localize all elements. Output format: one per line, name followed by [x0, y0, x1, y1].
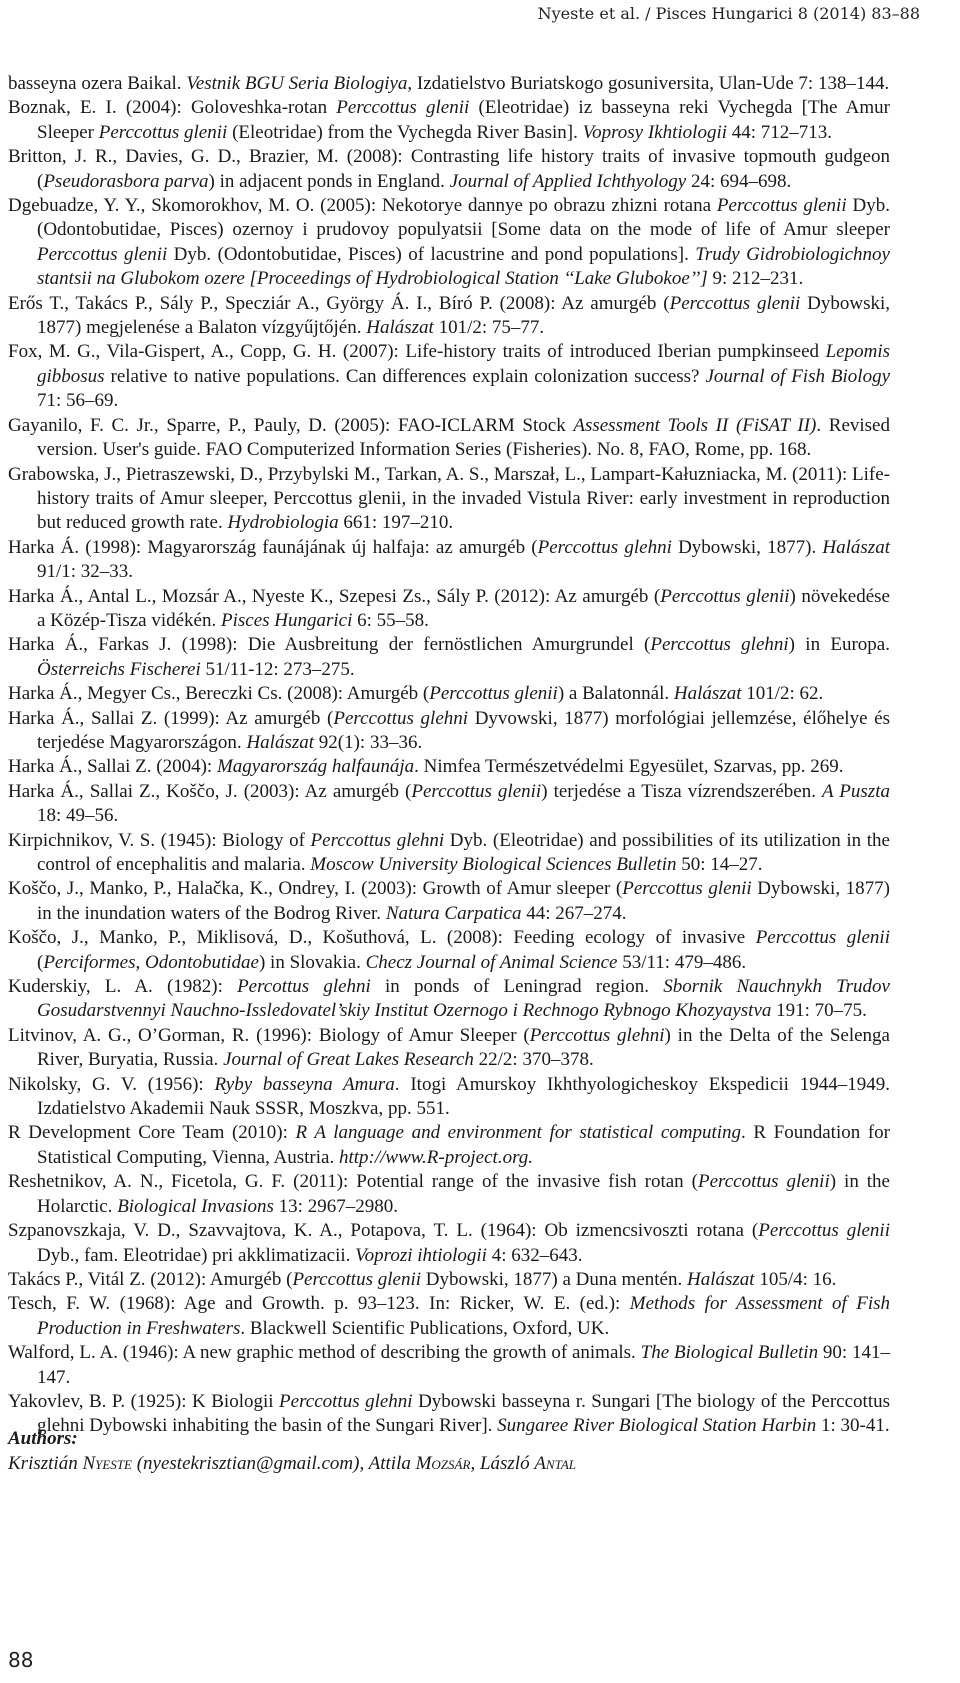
reference-text: 191: 70–75.: [771, 1000, 867, 1022]
reference-italic-text: Perccottus glehni: [333, 707, 469, 729]
reference-entry: [8, 1268, 890, 1292]
reference-italic-text: Journal of Great Lakes Research: [223, 1049, 474, 1071]
reference-text: Yakovlev, B. P. (1925): K Biologii: [8, 1390, 280, 1412]
reference-italic-text: Pseudorasbora parva: [43, 170, 209, 192]
reference-text: Dybowski basseyna r. Sungari [The biology of the Perccottus glehni Dybowski inhabiting the basin of the Sungari River].: [37, 1390, 891, 1437]
reference-italic-text: Voprozi ihtiologii: [355, 1244, 487, 1266]
reference-entry: [8, 1292, 890, 1341]
reference-italic-text: Natura Carpatica: [385, 902, 522, 924]
reference-text: (Eleotridae) from the Vychegda River Basin].: [227, 121, 583, 143]
reference-entry: [8, 1341, 890, 1390]
reference-italic-text: Sbornik Nauchnykh Trudov Gosudarstvennyi Nauchno-Issledovatel’skiy Institut Ozernogo i Rechnogo Rybnogo Khozyaystva: [37, 976, 890, 1022]
reference-italic-text: R A language and environment for statistical computing: [295, 1122, 742, 1144]
reference-text: Dyvowski, 1877) morfológiai jellemzése, élőhelye és terjedése Magyarországon.: [37, 707, 890, 753]
reference-text: . Blackwell Scientific Publications, Oxford, UK.: [240, 1317, 610, 1339]
reference-text: Dybowski, 1877) megjelenése a Balaton vízgyűjtőjén.: [37, 292, 890, 339]
reference-italic-text: Hydrobiologia: [227, 512, 339, 534]
reference-entry: [8, 755, 890, 779]
reference-text: 53/11: 479–486.: [617, 951, 747, 973]
reference-text: 50: 14–27.: [676, 854, 763, 875]
reference-text: Boznak, E. I. (2004): Goloveshka-rotan: [8, 97, 337, 119]
reference-text: (: [37, 951, 44, 973]
reference-italic-text: Perccottus glenii: [660, 585, 790, 607]
reference-text: Fox, M. G., Vila-Gispert, A., Copp, G. H. (2007): Life-history traits of introduced Iberian pumpkinseed: [8, 341, 826, 363]
reference-entry: [8, 707, 890, 756]
reference-italic-text: A Puszta: [822, 780, 890, 802]
reference-text: 91/1: 32–33.: [37, 561, 134, 583]
reference-text: Britton, J. R., Davies, G. D., Brazier, M. (2008): Contrasting life history traits of invasive topmouth gudgeon (: [8, 146, 890, 192]
reference-italic-text: http://www.R-project.org.: [338, 1146, 534, 1168]
reference-text: 101/2: 62.: [741, 683, 824, 705]
reference-italic-text: Journal of Fish Biology: [705, 365, 891, 387]
author-extra: ,: [470, 1453, 480, 1474]
reference-italic-text: Trudy Gidrobiologichnoy stantsii na Glubokom ozere [Proceedings of Hydrobiological Station ‘‘Lake Glubokoe’’]: [37, 243, 890, 290]
reference-text: 13: 2967–2980.: [273, 1195, 398, 1217]
reference-text: 105/4: 16.: [754, 1268, 837, 1290]
reference-entry: [8, 1073, 890, 1122]
reference-entry: [8, 975, 890, 1024]
reference-text: 661: 197–210.: [338, 512, 454, 534]
reference-text: 9: 212–231.: [707, 268, 804, 290]
reference-italic-text: Perccottus glehni: [537, 536, 672, 558]
reference-text: Dyb. (Odontobutidae, Pisces) ozernoy i prudovoy populyatsii [Some data on the mode of life of Amur sleeper: [37, 195, 890, 241]
reference-italic-text: Perccottus glenii: [669, 292, 801, 314]
reference-text: Harka Á. (1998): Magyarország faunájának új halfaja: az amurgéb (: [8, 536, 538, 558]
reference-italic-text: Perccottus glehni: [279, 1390, 413, 1412]
reference-text: ) növekedése a Közép-Tisza vidékén.: [37, 585, 890, 631]
reference-text: Reshetnikov, A. N., Ficetola, G. F. (2011): Potential range of the invasive fish rotan (: [8, 1171, 698, 1193]
reference-italic-text: Perccottus glenii: [758, 1220, 890, 1242]
reference-italic-text: Moscow University Biological Sciences Bulletin: [310, 854, 677, 875]
reference-entry: [8, 72, 890, 96]
reference-entry: [8, 1390, 890, 1439]
reference-entry: [8, 1121, 890, 1170]
reference-entry: [8, 633, 890, 682]
reference-italic-text: Perciformes, Odontobutidae: [43, 951, 259, 973]
reference-text: Harka Á., Farkas J. (1998): Die Ausbreitung der fernöstlichen Amurgrundel (: [8, 634, 651, 656]
reference-text: Dgebuadze, Y. Y., Skomorokhov, M. O. (2005): Nekotorye dannye po obrazu zhizni rotana: [8, 195, 717, 217]
reference-italic-text: Lepomis gibbosus: [37, 341, 890, 387]
reference-text: R Development Core Team (2010):: [8, 1122, 296, 1144]
reference-text: . Nimfea Természetvédelmi Egyesület, Szarvas, pp. 269.: [414, 756, 844, 778]
reference-text: Dybowski, 1877).: [671, 536, 823, 558]
reference-text: Harka Á., Sallai Z., Koščo, J. (2003): Az amurgéb (: [8, 780, 412, 802]
reference-entry: [8, 780, 890, 829]
reference-text: 44: 712–713.: [727, 121, 833, 143]
reference-text: ) in Slovakia.: [258, 951, 366, 973]
reference-text: 6: 55–58.: [352, 609, 429, 631]
reference-entry: [8, 145, 890, 194]
reference-text: ) a Balatonnál.: [557, 683, 674, 705]
reference-text: 24: 694–698.: [686, 170, 792, 192]
reference-italic-text: Halászat: [673, 683, 742, 705]
reference-italic-text: Ryby basseyna Amura: [214, 1073, 395, 1095]
reference-italic-text: Halászat: [822, 536, 890, 558]
reference-text: . R Foundation for Statistical Computing, Vienna, Austria.: [37, 1122, 890, 1168]
reference-text: Takács P., Vitál Z. (2012): Amurgéb (: [8, 1268, 293, 1290]
reference-text: . Revised version. User's guide. FAO Computerized Information Series (Fisheries). No. 8, FAO, Rome, pp. 168.: [37, 414, 890, 461]
reference-italic-text: Perccottus glenii: [755, 927, 890, 949]
reference-text: relative to native populations. Can differences explain colonization success?: [104, 365, 706, 387]
reference-italic-text: Perccottus glenii: [411, 780, 542, 802]
reference-italic-text: Perccottus glenii: [37, 243, 168, 265]
reference-italic-text: Perccottus glenii: [98, 121, 228, 143]
reference-text: Litvinov, A. G., O’Gorman, R. (1996): Biology of Amur Sleeper (: [8, 1024, 530, 1046]
reference-italic-text: Halászat: [366, 317, 434, 339]
reference-text: Dyb. (Eleotridae) and possibilities of its utilization in the control of encephalitis and malaria.: [37, 829, 890, 875]
reference-text: ) in adjacent ponds in England.: [208, 170, 450, 192]
reference-text: Nikolsky, G. V. (1956):: [8, 1073, 215, 1095]
reference-text: 71: 56–69.: [37, 390, 119, 412]
reference-italic-text: Halászat: [686, 1268, 755, 1290]
reference-text: 44: 267–274.: [521, 902, 627, 924]
reference-text: (Eleotridae) iz basseyna reki Vychegda [The Amur Sleeper: [37, 97, 890, 143]
reference-italic-text: Perccottus glenii: [336, 97, 470, 119]
running-header: Nyeste et al. / Pisces Hungarici 8 (2014) 83–88: [537, 4, 920, 23]
reference-italic-text: Perccottus glenii: [716, 195, 847, 217]
reference-text: ) in the Delta of the Selenga River, Buryatia, Russia.: [37, 1024, 890, 1071]
reference-entry: [8, 877, 890, 926]
reference-text: ) terjedése a Tisza vízrendszerében.: [541, 780, 822, 802]
reference-text: Gayanilo, F. C. Jr., Sparre, P., Pauly, D. (2005): FAO-ICLARM Stock: [8, 414, 574, 436]
reference-text: Tesch, F. W. (1968): Age and Growth. p. 93–123. In: Ricker, W. E. (ed.):: [8, 1293, 630, 1315]
author-extra[interactable]: (nyestekrisztian@gmail.com),: [131, 1453, 369, 1474]
author-family-name: Antal: [534, 1453, 577, 1474]
authors-label: Authors:: [8, 1428, 78, 1449]
reference-text: Dyb. (Odontobutidae, Pisces) of lacustrine and pond populations].: [167, 243, 696, 265]
reference-text: 22/2: 370–378.: [473, 1049, 594, 1071]
reference-text: ) in the Holarctic.: [37, 1171, 890, 1217]
reference-text: Harka Á., Sallai Z. (2004):: [8, 756, 217, 778]
reference-text: Walford, L. A. (1946): A new graphic method of describing the growth of animals.: [8, 1342, 641, 1364]
reference-entry: [8, 1024, 890, 1073]
reference-text: in ponds of Leningrad region.: [370, 976, 664, 998]
reference-italic-text: Perccottus glenii: [622, 878, 752, 900]
reference-text: basseyna ozera Baikal.: [8, 73, 187, 94]
reference-entry: [8, 829, 890, 878]
reference-italic-text: Journal of Applied Ichthyology: [449, 170, 687, 192]
reference-italic-text: Percottus glehni: [237, 976, 371, 998]
reference-text: Koščo, J., Manko, P., Miklisová, D., Košuthová, L. (2008): Feeding ecology of invasive: [8, 927, 756, 949]
reference-italic-text: Perccottus glenii: [292, 1268, 422, 1290]
reference-text: Szpanovszkaja, V. D., Szavvajtova, K. A., Potapova, T. L. (1964): Ob izmencsivoszti rotana (: [8, 1220, 759, 1242]
reference-italic-text: Magyarország halfaunája: [216, 756, 415, 778]
reference-text: Koščo, J., Manko, P., Halačka, K., Ondrey, I. (2003): Growth of Amur sleeper (: [8, 878, 623, 900]
page-number: 88: [8, 1648, 34, 1672]
reference-text: Dyb., fam. Eleotridae) pri akklimatizacii.: [37, 1244, 356, 1266]
reference-italic-text: Biological Invasions: [117, 1195, 274, 1217]
reference-entry: [8, 292, 890, 341]
reference-italic-text: Österreichs Fischerei: [37, 658, 201, 680]
reference-italic-text: Perccottus glehni: [529, 1024, 665, 1046]
reference-list: [8, 72, 890, 1439]
reference-entry: [8, 1170, 890, 1219]
reference-italic-text: Perccottus glenii: [697, 1171, 830, 1193]
reference-entry: [8, 463, 890, 536]
reference-entry: [8, 194, 890, 292]
reference-text: Erős T., Takács P., Sály P., Specziár A., György Á. I., Bíró P. (2008): Az amurgéb (: [8, 292, 670, 314]
reference-text: 1: 30-41.: [816, 1415, 890, 1437]
reference-entry: [8, 926, 890, 975]
reference-text: 90: 141–147.: [37, 1342, 891, 1388]
reference-italic-text: Checz Journal of Animal Science: [365, 951, 618, 973]
reference-italic-text: Perccottus glehni: [310, 829, 445, 851]
reference-text: 92(1): 33–36.: [314, 731, 423, 753]
reference-italic-text: Perccottus glenii: [429, 683, 558, 705]
reference-text: ) in Europa.: [788, 634, 890, 656]
reference-text: Harka Á., Megyer Cs., Bereczki Cs. (2008): Amurgéb (: [8, 683, 430, 705]
reference-text: 51/11-12: 273–275.: [200, 658, 355, 680]
reference-italic-text: Halászat: [246, 731, 315, 753]
reference-entry: [8, 536, 890, 585]
reference-text: , Izdatielstvo Buriatskogo gosuniversita, Ulan-Ude 7: 138–144.: [407, 73, 890, 94]
author-given-name: Attila: [368, 1453, 416, 1474]
reference-italic-text: The Biological Bulletin: [640, 1342, 819, 1364]
reference-entry: [8, 414, 890, 463]
reference-entry: [8, 340, 890, 413]
reference-entry: [8, 96, 890, 145]
reference-entry: [8, 682, 890, 706]
reference-italic-text: Methods for Assessment of Fish Production in Freshwaters: [37, 1293, 890, 1339]
reference-italic-text: Vestnik BGU Seria Biologiya: [186, 73, 408, 94]
author-given-name: László: [479, 1453, 535, 1474]
reference-text: Grabowska, J., Pietraszewski, D., Przybylski M., Tarkan, A. S., Marszał, L., Lampart-Kałuzniacka, M. (2011): Life-history traits of Amur sleeper, Perccottus glenii, in the invaded Vistula River: early investment in reproduction but reduced growth rate.: [8, 463, 890, 534]
reference-text: . Itogi Amurskoy Ikhthyologicheskoy Ekspedicii 1944–1949. Izdatielstvo Akademii Nauk SSSR, Moszkva, pp. 551.: [37, 1073, 890, 1120]
reference-entry: [8, 585, 890, 634]
reference-text: Kirpichnikov, V. S. (1945): Biology of: [8, 829, 311, 851]
reference-text: Harka Á., Antal L., Mozsár A., Nyeste K., Szepesi Zs., Sály P. (2012): Az amurgéb (: [8, 585, 661, 607]
authors-line: [8, 1453, 576, 1475]
author-family-name: Nyeste: [82, 1453, 132, 1474]
reference-italic-text: Sungaree River Biological Station Harbin: [497, 1415, 817, 1437]
reference-text: Dybowski, 1877) a Duna mentén.: [421, 1268, 687, 1290]
reference-text: 18: 49–56.: [37, 805, 119, 827]
author-family-name: Mozsár: [415, 1453, 471, 1474]
reference-italic-text: Voprosy Ikhtiologii: [582, 121, 727, 143]
reference-italic-text: Pisces Hungarici: [220, 609, 353, 631]
reference-text: 101/2: 75–77.: [433, 317, 545, 339]
author-given-name: Krisztián: [8, 1453, 83, 1474]
reference-text: 4: 632–643.: [486, 1244, 583, 1266]
reference-italic-text: Perccottus glehni: [650, 634, 789, 656]
reference-text: Dybowski, 1877) in the inundation waters of the Bodrog River.: [37, 878, 890, 924]
reference-entry: [8, 1219, 890, 1268]
reference-text: Kuderskiy, L. A. (1982):: [8, 976, 238, 998]
reference-text: Harka Á., Sallai Z. (1999): Az amurgéb (: [8, 707, 334, 729]
reference-italic-text: Assessment Tools II (FiSAT II): [573, 414, 817, 436]
